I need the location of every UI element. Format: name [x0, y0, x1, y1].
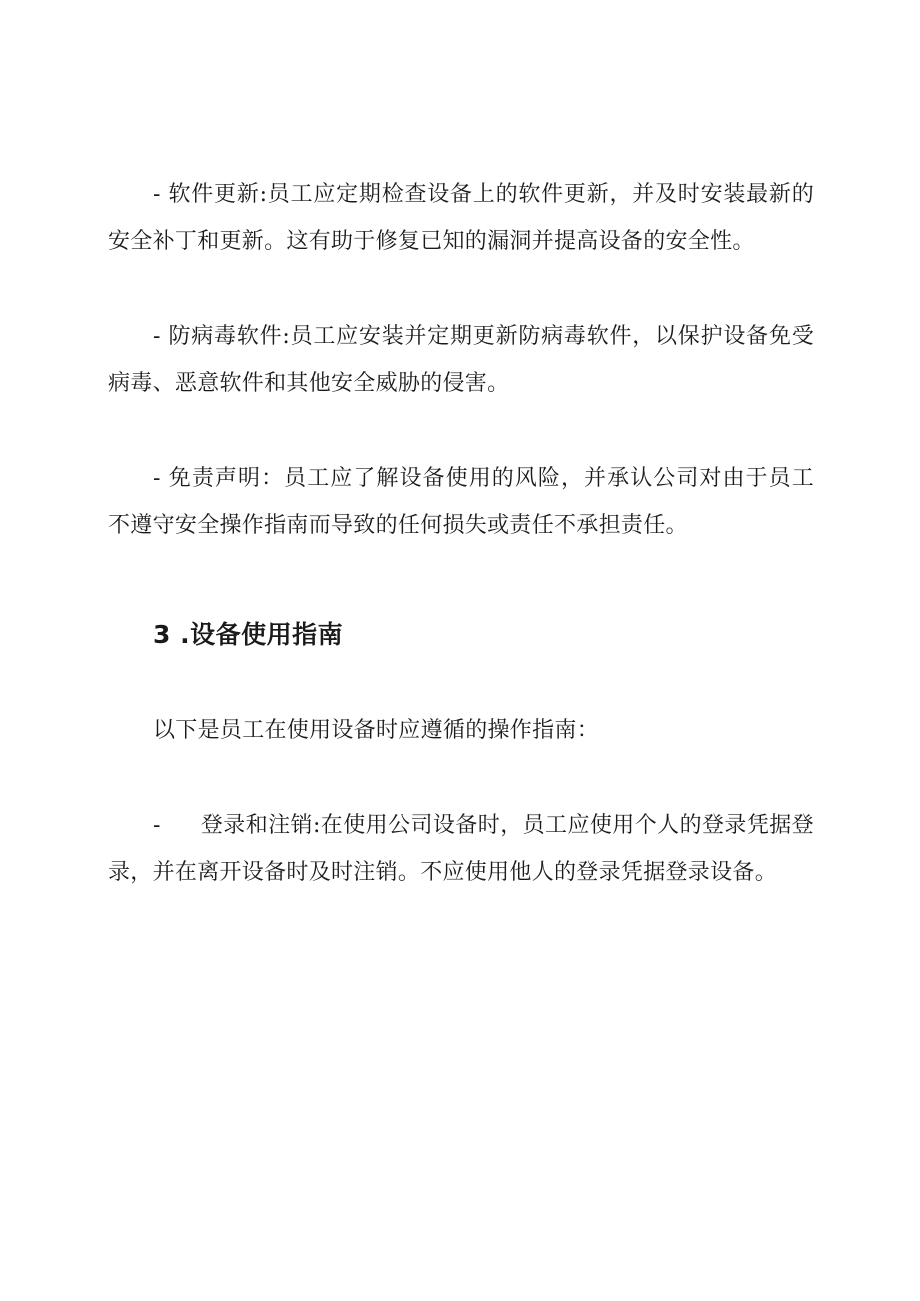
section-intro: 以下是员工在使用设备时应遵循的操作指南： [153, 718, 600, 743]
paragraph-software-update: - 软件更新:员工应定期检查设备上的软件更新，并及时安装最新的安全补丁和更新。这有助于修复已知的漏洞并提高设备的安全性。 [108, 182, 814, 254]
list-item-dash: - [153, 813, 161, 838]
paragraph-antivirus: - 防病毒软件:员工应安装并定期更新防病毒软件，以保护设备免受病毒、恶意软件和其他安全威胁的侵害。 [108, 324, 814, 396]
section-heading: 3 .设备使用指南 [153, 620, 344, 649]
list-item-login-logout [108, 802, 814, 896]
paragraph-disclaimer: - 免责声明：员工应了解设备使用的风险，并承认公司对由于员工不遵守安全操作指南而导致的任何损失或责任不承担责任。 [108, 466, 814, 538]
list-item-text: 登录和注销:在使用公司设备时，员工应使用个人的登录凭据登录，并在离开设备时及时注销。不应使用他人的登录凭据登录设备。 [108, 813, 814, 885]
